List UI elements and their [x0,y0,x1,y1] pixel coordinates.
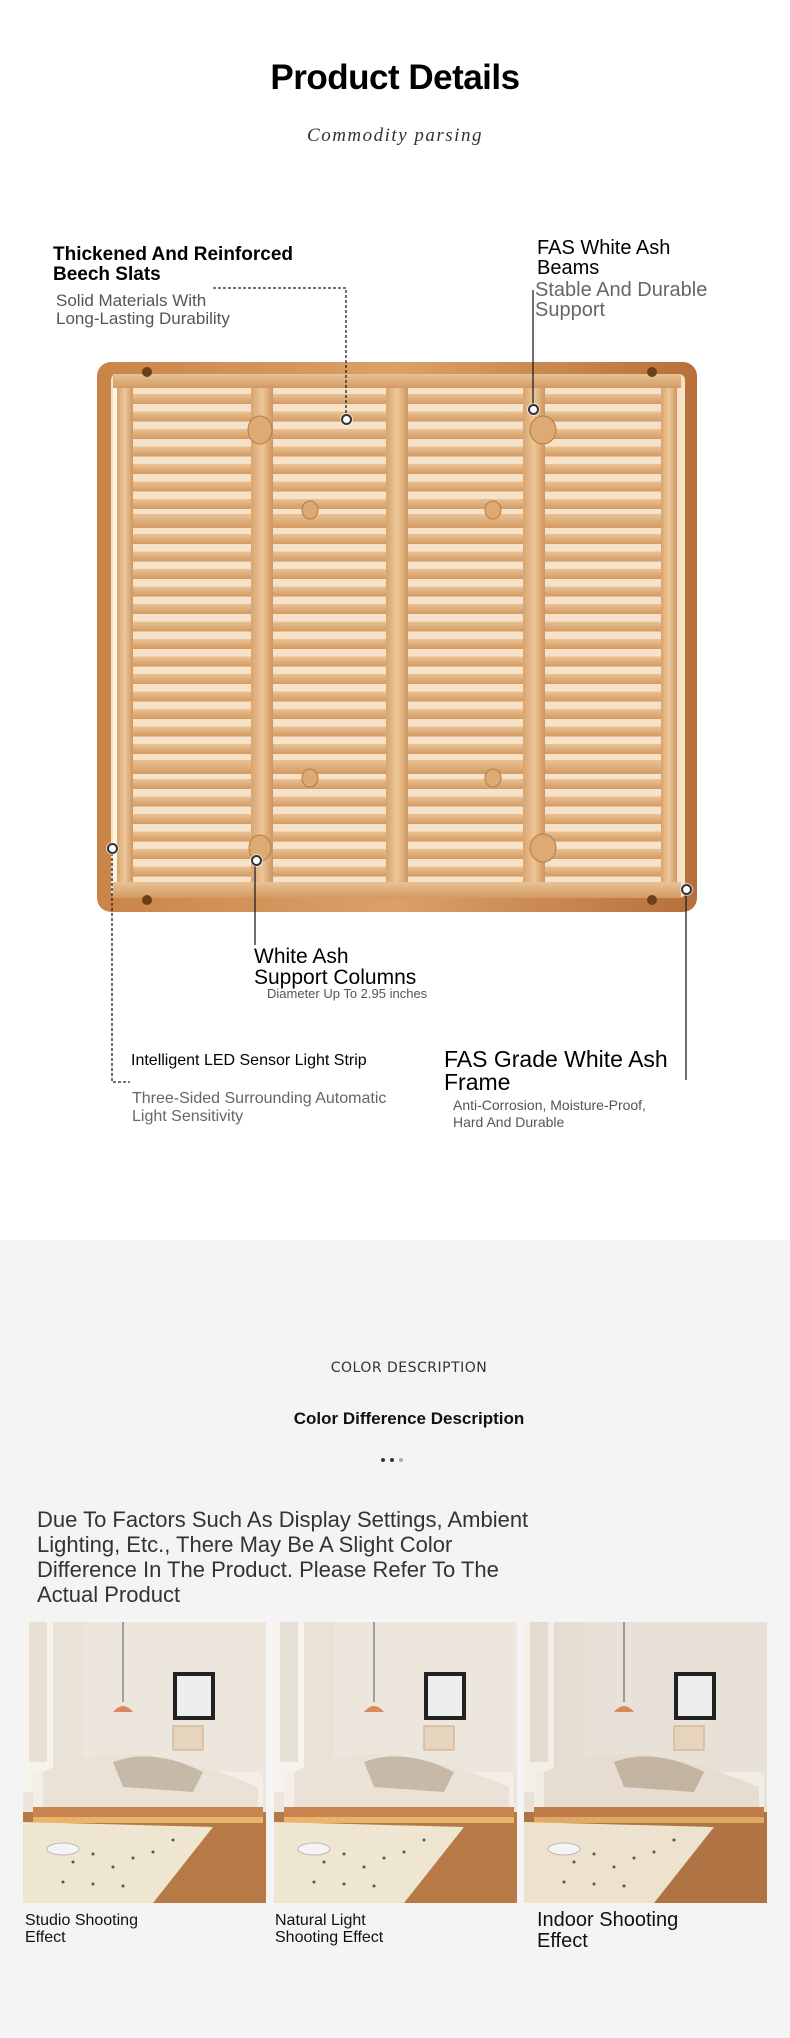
natural-light-photo [274,1622,517,1903]
callout-beams-desc: Stable And Durable Support [535,279,708,321]
callout-marker-slats [341,414,352,425]
page-title: Product Details [270,58,520,97]
callout-frame-title: FAS Grade White Ash Frame [444,1046,668,1095]
callout-frame-desc: Anti-Corrosion, Moisture-Proof, Hard And Durable [453,1097,646,1130]
carousel-pager [381,1458,403,1462]
indoor-shooting-photo [524,1622,767,1903]
callout-marker-beams [528,404,539,415]
pager-dot [381,1458,385,1462]
studio-shooting-photo [23,1622,266,1903]
pager-dot [399,1458,403,1462]
callout-columns-title: White Ash Support Columns [254,945,417,989]
callout-marker-columns [251,855,262,866]
photo-caption-natural: Natural Light Shooting Effect [275,1912,384,1946]
callout-slats-desc: Solid Materials With Long-Lasting Durability [56,291,230,328]
callout-columns-desc: Diameter Up To 2.95 inches [267,986,428,1001]
callout-led-desc: Three-Sided Surrounding Automatic Light Sensitivity [132,1090,387,1125]
color-description-kicker: COLOR DESCRIPTION [330,1360,488,1376]
callout-marker-frame [681,884,692,895]
callout-marker-led [107,843,118,854]
page-subtitle: Commodity parsing [307,125,483,146]
callout-led-title: Intelligent LED Sensor Light Strip [131,1052,367,1069]
color-difference-notice: Due To Factors Such As Display Settings, Ambient Lighting, Etc., There May Be A Slight Color Difference In The Product. Please Refer To The Actual Product [37,1507,529,1607]
color-difference-heading: Color Difference Description [293,1409,525,1428]
photo-caption-indoor: Indoor Shooting Effect [537,1909,679,1952]
photo-caption-studio: Studio Shooting Effect [25,1912,138,1946]
pager-dot [390,1458,394,1462]
callout-beams-title: FAS White Ash Beams [537,237,671,279]
callout-slats-title: Thickened And Reinforced Beech Slats [53,244,293,285]
